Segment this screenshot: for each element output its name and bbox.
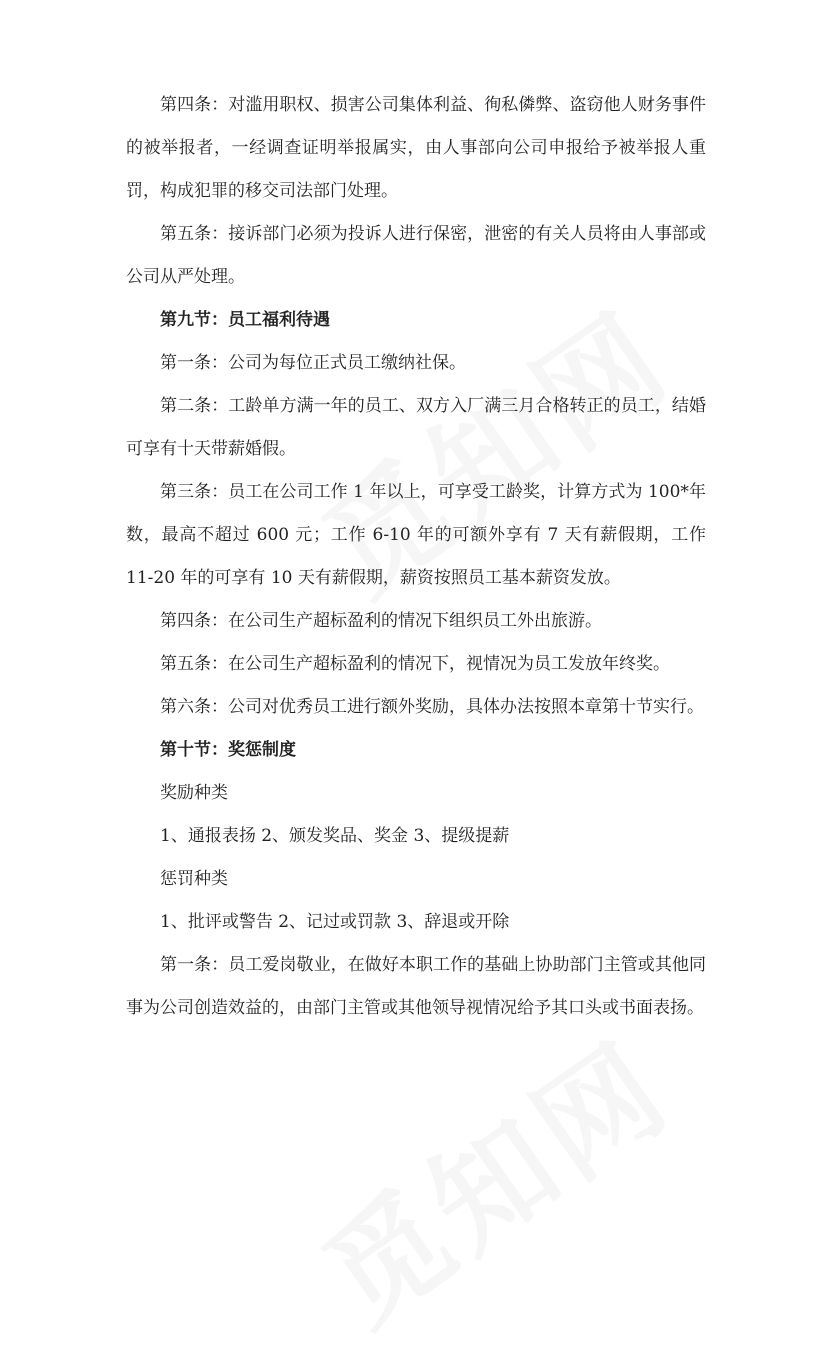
section-heading: 第九节：员工福利待遇 [160,310,330,330]
paragraph: 第三条：员工在公司工作 1 年以上，可享受工龄奖，计算方式为 100*年数，最高不超过 600 元；工作 6-10 年的可额外享有 7 天有薪假期，工作 11-20 年的可享有 10 天有薪假期，薪资按照员工基本薪资发放。 [126,482,706,588]
paragraph: 第五条：在公司生产超标盈利的情况下，视情况为员工发放年终奖。 [160,654,670,674]
paragraph: 第五条：接诉部门必须为投诉人进行保密，泄密的有关人员将由人事部或公司从严处理。 [126,224,706,287]
document-body [126,84,706,1030]
paragraph: 奖励种类 [160,783,228,803]
paragraph: 第四条：对滥用职权、损害公司集体利益、徇私僯弊、盗窃他人财务事件的被举报者，一经调查证明举报属实，由人事部向公司申报给予被举报人重罚，构成犯罪的移交司法部门处理。 [126,95,706,201]
paragraph: 惩罚种类 [160,869,228,889]
paragraph: 1、通报表扬 2、颁发奖品、奖金 3、提级提薪 [160,826,510,846]
section-heading: 第十节：奖惩制度 [160,740,296,760]
paragraph: 第六条：公司对优秀员工进行额外奖励，具体办法按照本章第十节实行。 [160,697,704,717]
watermark [285,995,698,1356]
paragraph: 1、批评或警告 2、记过或罚款 3、辞退或开除 [160,912,510,932]
paragraph: 第一条：员工爱岗敬业，在做好本职工作的基础上协助部门主管或其他同事为公司创造效益的，由部门主管或其他领导视情况给予其口头或书面表扬。 [126,955,706,1018]
paragraph: 第一条：公司为每位正式员工缴纳社保。 [160,353,466,373]
paragraph: 第二条：工龄单方满一年的员工、双方入厂满三月合格转正的员工，结婚可享有十天带薪婚假。 [126,396,706,459]
paragraph: 第四条：在公司生产超标盈利的情况下组织员工外出旅游。 [160,611,602,631]
